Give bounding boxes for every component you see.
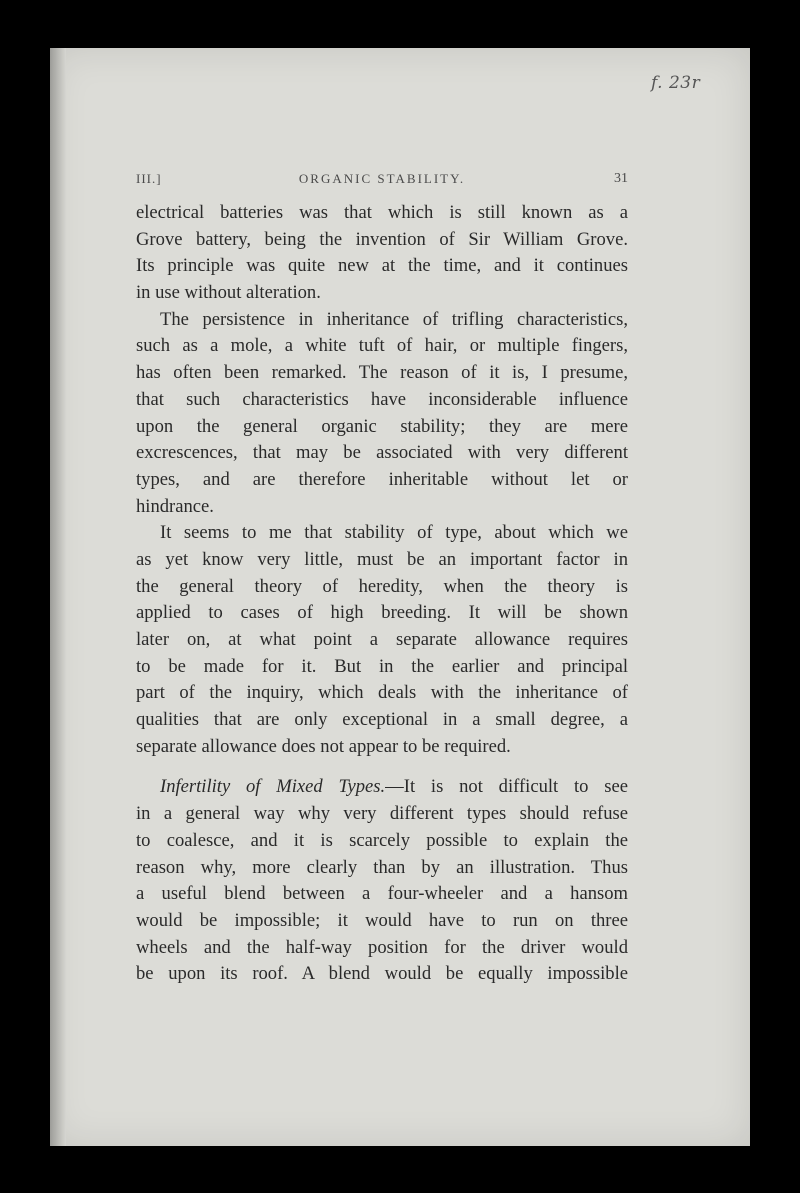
text-line: separate allowance does not appear to be required. [136,735,511,757]
running-head [136,171,628,193]
text-line: a useful blend between a four-wheeler and a hansom [136,883,628,905]
body-text [136,200,628,988]
folio-annotation: f. 23r [651,73,701,93]
text-line: that such characteristics have inconsiderable influence [136,388,628,410]
text-line: hindrance. [136,495,214,517]
text-line: reason why, more clearly than by an illustration. Thus [136,856,628,878]
text-line: such as a mole, a white tuft of hair, or multiple fingers, [136,335,628,357]
page-number: 31 [614,171,628,186]
paragraph [136,774,628,988]
text-line: to coalesce, and it is scarcely possible to explain the [136,829,628,851]
text-line: to be made for it. But in the earlier and principal [136,655,628,677]
text-line: be upon its roof. A blend would be equally impossible [136,963,628,985]
text-line: electrical batteries was that which is still known as a [136,202,628,223]
text-line: the general theory of heredity, when the theory is [136,575,628,597]
text-line: wheels and the half-way position for the driver would [136,936,628,958]
chapter-title: ORGANIC STABILITY. [298,171,466,186]
text-line: part of the inquiry, which deals with the inheritance of [136,682,628,704]
text-line: Grove battery, being the invention of Sir William Grove. [136,228,628,250]
text-line: The persistence in inheritance of trifling characteristics, [160,308,628,330]
text-line: upon the general organic stability; they are mere [136,415,628,437]
text-line: in use without alteration. [136,282,321,304]
paragraph [136,200,628,307]
text-line: excrescences, that may be associated with very different [136,442,628,464]
text-line: later on, at what point a separate allowance requires [136,629,628,650]
page-binding-edge [50,48,66,1146]
paragraph [136,307,628,521]
section-gap [136,760,628,774]
text-line: qualities that are only exceptional in a small degree, a [136,709,628,731]
text-line: It seems to me that stability of type, about which we [160,522,628,544]
section-heading: Infertility of Mixed Types. [160,776,386,798]
text-line-with-heading [136,774,628,801]
text-line: in a general way why very different types should refuse [136,803,628,825]
text-line: would be impossible; it would have to run on three [136,909,628,931]
text-line: Its principle was quite new at the time, and it continues [136,255,628,277]
text-line: types, and are therefore inheritable without let or [136,468,628,490]
text-line: as yet know very little, must be an important factor in [136,548,628,570]
paragraph [136,520,628,760]
chapter-number: III.] [136,171,162,186]
text-line: has often been remarked. The reason of it is, I presume, [136,362,628,384]
heading-continuation: —It is not difficult to see [385,776,628,798]
text-line: applied to cases of high breeding. It will be shown [136,602,628,624]
